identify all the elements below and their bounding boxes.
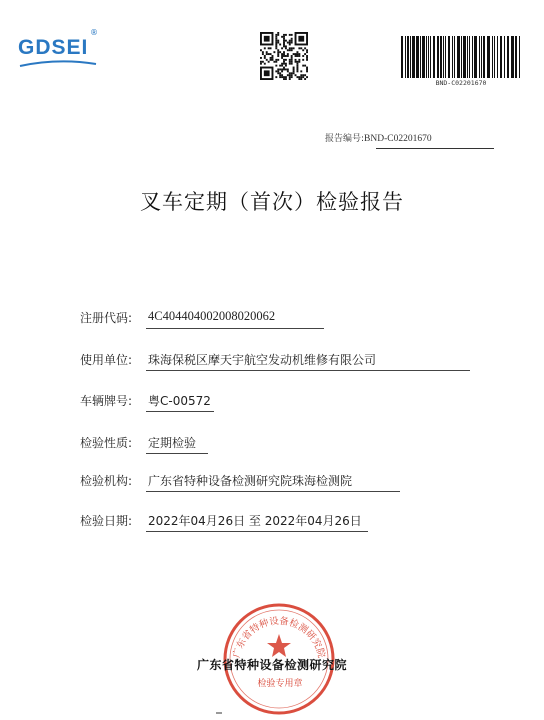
field-underline [146, 453, 208, 454]
field-value: 4C404404002008020062 [148, 309, 276, 323]
field-label: 检验机构: [80, 474, 133, 488]
barcode-icon [400, 36, 522, 78]
field-label: 使用单位: [80, 353, 133, 367]
seal-label: 检验专用章 [257, 679, 303, 689]
field-underline [146, 370, 470, 371]
field-value: 定期检验 [148, 436, 197, 450]
field-underline [146, 411, 214, 412]
report-number [325, 131, 432, 144]
field-label: 检验日期: [80, 514, 133, 528]
report-title: 叉车定期（首次）检验报告 [140, 190, 404, 214]
field-underline [146, 328, 324, 329]
field-value: 粤C-00572 [148, 394, 211, 408]
field-underline [146, 531, 368, 532]
seal-arc-text: 广东省特种设备检测研究院 [231, 615, 327, 660]
qr-code-icon [260, 32, 308, 80]
logo-text: GDSEI [18, 36, 89, 59]
report-number-underline [376, 148, 494, 149]
report-number-value: BND-C02201670 [364, 134, 432, 144]
field-value: 广东省特种设备检测研究院珠海检测院 [148, 474, 353, 488]
field-label: 注册代码: [80, 311, 133, 325]
page-mark [216, 712, 222, 714]
field-label: 车辆牌号: [80, 394, 133, 408]
field-value: 珠海保税区摩天宇航空发动机维修有限公司 [148, 353, 377, 367]
issuing-organization: 广东省特种设备检测研究院 [196, 658, 347, 672]
gdsei-logo [18, 30, 98, 70]
field-label: 检验性质: [80, 436, 133, 450]
logo-swoosh-icon [18, 60, 98, 70]
report-number-label: 报告编号: [325, 134, 365, 144]
barcode-number: BND-C02201670 [435, 79, 487, 87]
field-underline [146, 491, 400, 492]
field-value: 2022年04月26日 至 2022年04月26日 [148, 514, 362, 528]
registered-mark: ® [90, 28, 98, 37]
